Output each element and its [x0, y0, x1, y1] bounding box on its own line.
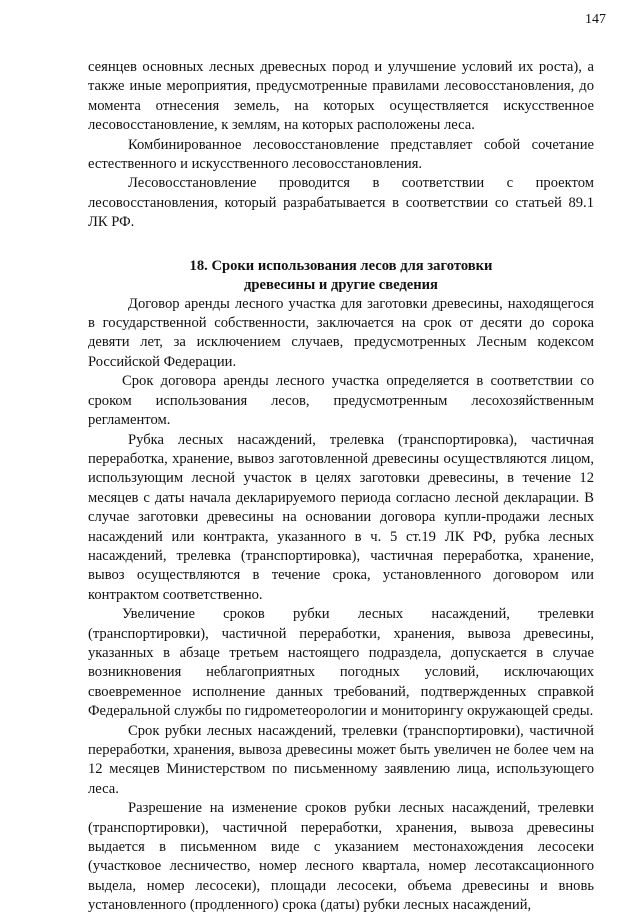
paragraph-continued: сеянцев основных лесных древесных пород и улучшение условий их роста), а также иные мероприятия, предусмотренные правилами лесовосстановления, до момента отнесения земель, на которых осуществляется искусственное лесовосстановление, к землям, на которых расположены леса. — [88, 59, 594, 134]
page-number: 147 — [585, 12, 606, 27]
paragraph-combined-reforestation: Комбинированное лесовосстановление представляет собой сочетание естественного и искусственного лесовосстановления. — [88, 136, 594, 173]
section-title-line-2: древесины и другие сведения — [244, 276, 438, 293]
paragraph-permission: Разрешение на изменение сроков рубки лесных насаждений, трелевки (транспортировки), частичной переработки, хранения, вывоза древесины выдается в письменном виде с указанием местонахождения лесосеки (участковое лесничество, номер лесного квартала, номер лесотаксационного выдела, номер лесосеки), площади лесосеки, объема древесины и вновь установленного (продленного) срока (даты) рубки лесных насаждений, — [88, 800, 594, 914]
paragraph-lease-duration: Срок договора аренды лесного участка определяется в соответствии со сроком использования лесов, предусмотренным лесохозяйственным регламентом. — [88, 373, 594, 429]
section-title-line-1: 18. Сроки использования лесов для заготовки — [189, 257, 493, 274]
paragraph-logging-period: Рубка лесных насаждений, трелевка (транспортировка), частичная переработка, хранение, вывоз заготовленной древесины осуществляются лицом, использующим лесной участок в целях заготовки древесины, в течение 12 месяцев с даты начала декларируемого периода согласно лесной декларации. В случае заготовки древесины на основании договора купли-продажи лесных насаждений или контракта, указанного в ч. 5 ст.19 ЛК РФ, рубка лесных насаждений, трелевка (транспортировка), частичная переработка, хранение, вывоз осуществляются в течение срока, установленного договором или контрактом соответственно. — [88, 431, 594, 603]
section-heading — [88, 257, 594, 295]
paragraph-lease-term: Договор аренды лесного участка для заготовки древесины, находящегося в государственной собственности, заключается на срок от десяти до сорока девяти лет, за исключением случаев, предусмотренных Лесным кодексом Российской Федерации. — [88, 295, 594, 370]
paragraph-extension-limit: Срок рубки лесных насаждений, трелевки (транспортировки), частичной переработки, хранения, вывоза древесины может быть увеличен не более чем на 12 месяцев Министерством по письменному заявлению лица, использующего леса. — [88, 722, 594, 797]
paragraph-reforestation-project: Лесовосстановление проводится в соответствии с проектом лесовосстановления, который разрабатывается в соответствии со статьей 89.1 ЛК РФ. — [88, 175, 594, 231]
document-body — [88, 58, 594, 916]
paragraph-term-extension: Увеличение сроков рубки лесных насаждений, трелевки (транспортировки), частичной переработки, хранения, вывоза древесины, указанных в абзаце третьем настоящего подраздела, допускается в случае возникновения неблагоприятных погодных условий, исключающих своевременное исполнение данных требований, подтвержденных справкой Федеральной службы по гидрометеорологии и мониторингу окружающей среды. — [88, 606, 594, 720]
